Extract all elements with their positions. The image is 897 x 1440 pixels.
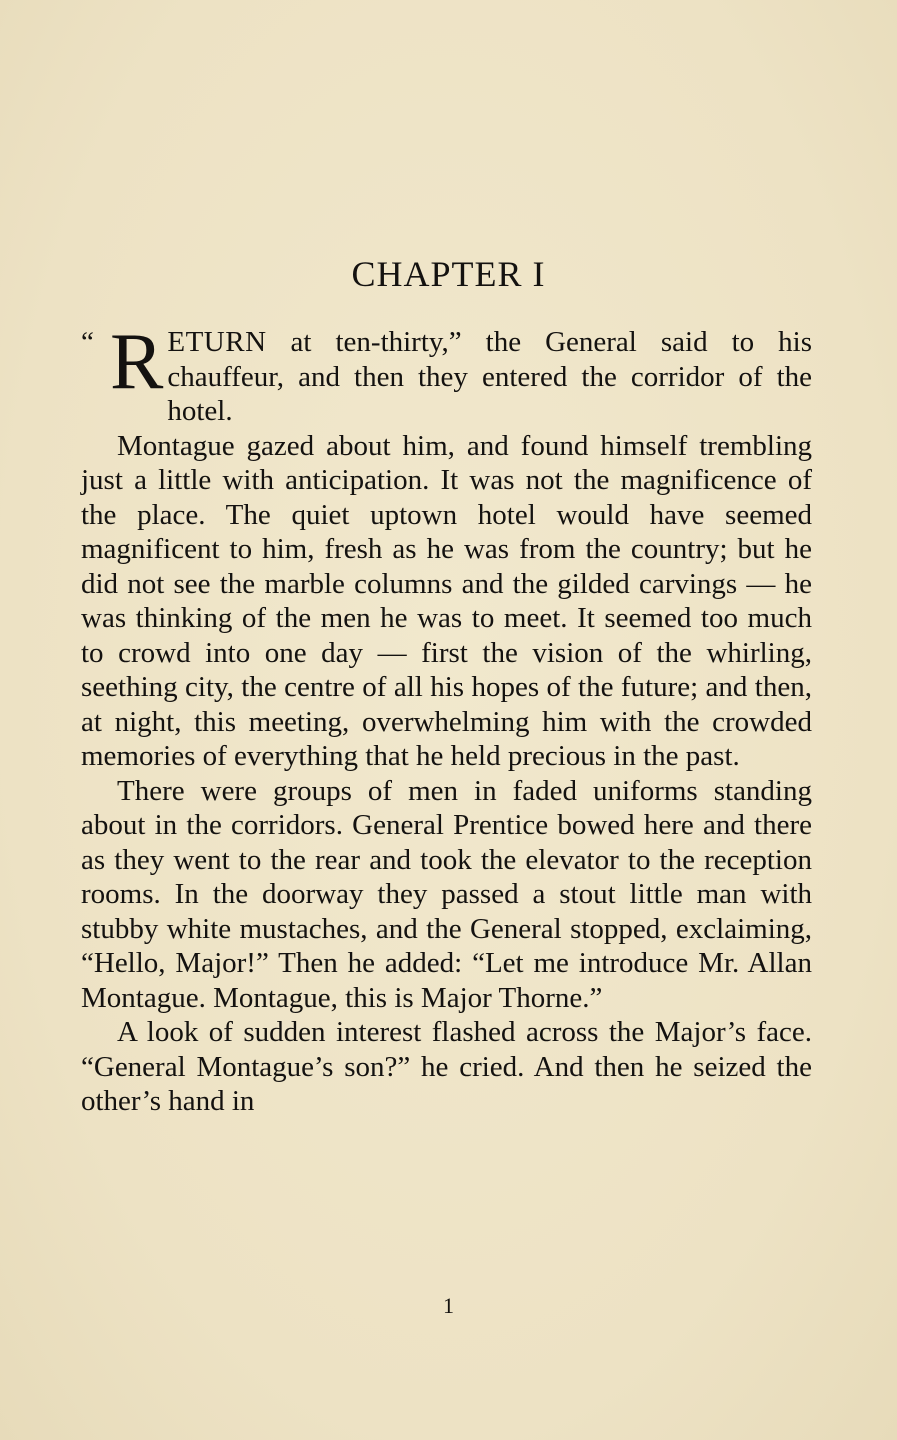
opening-quote-mark: “ (81, 326, 94, 358)
paragraph: There were groups of men in faded uniforms standing about in the corridors. General Prentice bowed here and there as they went to the rear and took the elevator to the reception rooms. In the doorway they passed a stout little man with stubby white mustaches, and the General stopped, exclaiming, “Hello, Major!” Then he added: “Let me introduce Mr. Allan Montague. Montague, this is Major Thorne.” (81, 774, 812, 1014)
drop-cap: R (110, 318, 164, 406)
opening-paragraph (81, 318, 812, 429)
paragraph: A look of sudden interest flashed across the Major’s face. “General Montague’s son?” he cried. And then he seized the other’s hand in (81, 1016, 812, 1117)
page-number: 1 (443, 1293, 454, 1318)
opening-paragraph-text: at ten-thirty,” the General said to his chauffeur, and then they entered the corridor of the hotel. (167, 326, 812, 427)
paragraph: Montague gazed about him, and found himself trembling just a little with anticipation. It was not the magnificence of the place. The quiet uptown hotel would have seemed magnificent to him, fresh as he was from the country; but he did not see the marble columns and the gilded carvings — he was thinking of the men he was to meet. It seemed too much to crowd into one day — first the vision of the whirling, seething city, the centre of all his hopes of the future; and then, at night, this meeting, overwhelming him with the crowded memories of everything that he held precious in the past. (81, 429, 812, 772)
body-text (81, 318, 812, 1119)
chapter-heading: CHAPTER I (351, 254, 546, 294)
opening-lead-caps: ETURN (167, 326, 267, 358)
